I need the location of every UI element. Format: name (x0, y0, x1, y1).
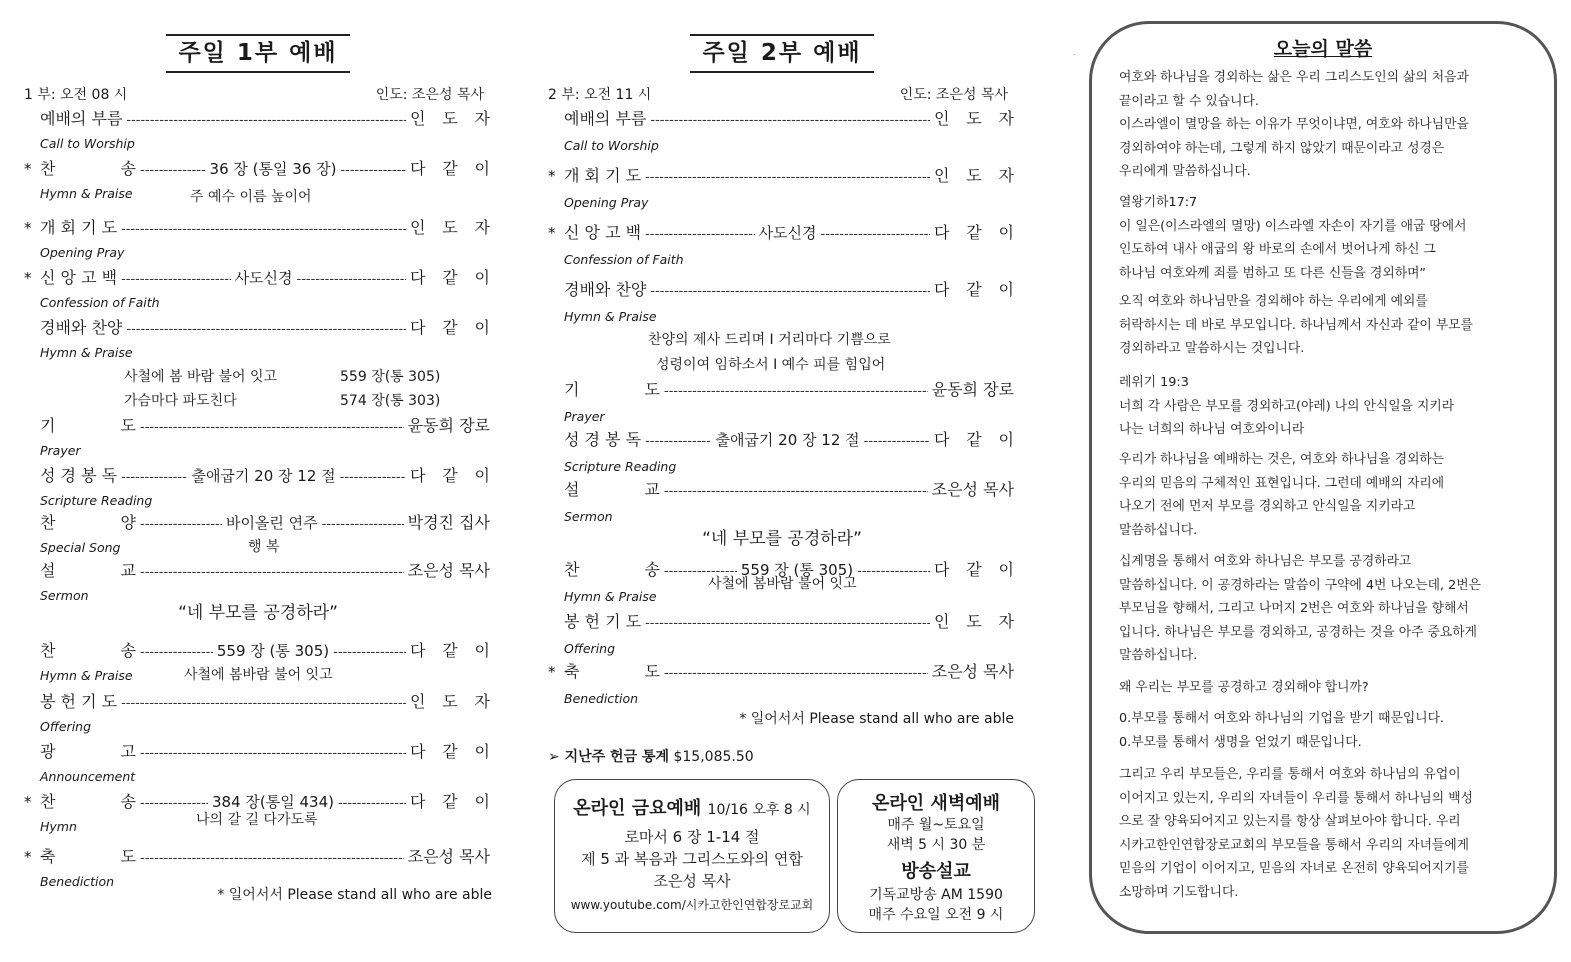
order-leader (934, 611, 1014, 633)
order-label: 광 고 (40, 742, 136, 761)
leader-char: 도 (442, 218, 458, 237)
leader-dots (126, 110, 406, 132)
service2-sermon-title: “네 부모를 공경하라” (702, 529, 862, 549)
order-row (548, 222, 1014, 246)
order-leader (410, 217, 490, 239)
word-line: 왜 우리는 부모를 공경하고 경외해야 합니까? (1119, 680, 1369, 695)
order-label: 예배의 부름 (40, 109, 123, 128)
order-row (24, 415, 490, 439)
stand-marker: * (548, 167, 556, 185)
leader-char: 다 (410, 466, 426, 485)
order-label: 찬 송 (564, 560, 660, 579)
service1-leader: 인도: 조은성 목사 (375, 87, 484, 103)
leader-char: 이 (474, 742, 490, 761)
order-row (24, 317, 490, 341)
online-dawn-title: 온라인 새벽예배 (872, 793, 1000, 814)
leader-char: 이 (998, 223, 1014, 242)
todays-word-title: 오늘의 말씀 (1273, 38, 1373, 60)
order-leader: 윤동희 장로 (407, 416, 490, 435)
order-row (24, 560, 490, 584)
word-line: 경외하여야 하는데, 그렇게 하지 않았기 때문이라고 성경은 (1119, 140, 1445, 156)
service1-header (24, 84, 492, 104)
leader-dots (650, 281, 930, 303)
leader-char: 같 (442, 641, 458, 660)
leader-char: 다 (410, 742, 426, 761)
order-english: Hymn & Praise (564, 309, 657, 324)
word-line: 허락하시는 데 바로 부모입니다. 하나님께서 자신과 같이 부모를 (1119, 317, 1473, 333)
leader-dots (340, 160, 406, 182)
order-label: 찬 송 (40, 792, 136, 811)
order-leader (410, 640, 490, 662)
order-english: Offering (40, 719, 92, 734)
order-english: Special Song (40, 540, 121, 555)
word-line: 부모님을 향해서, 그리고 나머지 2번은 여호와 하나님을 향해서 (1119, 601, 1469, 616)
order-label: 경배와 찬양 (40, 318, 123, 337)
leader-char: 같 (442, 742, 458, 761)
order-english: Hymn & Praise (40, 186, 133, 201)
leader-dots (121, 219, 406, 241)
word-paragraph (1119, 448, 1529, 542)
word-line: 경외하라고 말씀하시는 것입니다. (1119, 341, 1305, 356)
order-row (548, 379, 1014, 403)
order-label: 개 회 기 도 (564, 166, 642, 185)
order-label: 찬 양 (40, 513, 136, 532)
word-line: 너희 각 사람은 부모를 경외하고(야레) 나의 안식일을 지키라 (1119, 398, 1455, 414)
leader-dots (140, 642, 213, 664)
leader-char: 도 (966, 166, 982, 185)
service2-title: 주일 2부 예배 (690, 34, 873, 73)
leader-char: 같 (966, 280, 982, 299)
order-leader: 윤동희 장로 (931, 380, 1014, 399)
leader-char: 인 (410, 218, 426, 237)
leader-char: 도 (442, 109, 458, 128)
leader-char: 다 (934, 223, 950, 242)
stand-marker: * (548, 224, 556, 242)
broadcast-time: 매주 수요일 오전 9 시 (868, 907, 1004, 923)
leader-dots (340, 467, 406, 489)
order-row (24, 691, 490, 715)
leader-char: 도 (442, 692, 458, 711)
order-english: Sermon (564, 509, 613, 524)
order-leader: 조은성 목사 (931, 662, 1014, 681)
service1-time: 1 부: 오전 08 시 (24, 87, 128, 103)
leader-char: 자 (998, 166, 1014, 185)
order-label: 설 교 (564, 480, 660, 499)
word-line: 레위기 19:3 (1119, 375, 1189, 390)
word-line: 0.부모를 통해서 생명을 얻었기 때문입니다. (1119, 734, 1362, 750)
word-line: 나는 너희의 하나님 여호와이니라 (1119, 422, 1305, 437)
word-line: 우리의 믿음의 구체적인 표현입니다. 그런데 예배의 자리에 (1119, 475, 1445, 491)
order-leader (934, 279, 1014, 301)
leader-dots (821, 224, 930, 246)
word-line: 입니다. 하나님은 부모를 경외하고, 공경하는 것을 아주 중요하게 (1119, 624, 1478, 640)
leader-char: 자 (474, 218, 490, 237)
offering-amount: $15,085.50 (673, 749, 754, 765)
online-friday-passage: 로마서 6 장 1-14 절 (624, 828, 760, 846)
word-line: 말씀하십니다. 이 공경하라는 말씀이 구약에 4번 나오는데, 2번은 (1119, 577, 1481, 593)
order-label: 예배의 부름 (564, 109, 647, 128)
word-line: 말씀하십니다. (1119, 648, 1198, 663)
order-label: 기 도 (564, 380, 660, 399)
word-line: 우리에게 말씀하십니다. (1119, 164, 1251, 179)
leader-char: 다 (410, 318, 426, 337)
order-english: Hymn & Praise (40, 345, 133, 360)
word-line: 이어지고 있는지, 우리의 자녀들이 우리를 통해서 하나님의 백성 (1119, 790, 1473, 806)
leader-char: 이 (998, 280, 1014, 299)
order-english: Offering (564, 641, 616, 656)
leader-char: 인 (934, 166, 950, 185)
leader-char: 도 (966, 109, 982, 128)
order-detail: 384 장(통일 434) (212, 793, 334, 811)
leader-char: 다 (409, 159, 426, 178)
stand-marker: * (548, 663, 556, 681)
leader-dots (664, 481, 928, 503)
order-label: 설 교 (40, 561, 136, 580)
order-english: Confession of Faith (564, 252, 684, 267)
offering-stats (548, 746, 754, 766)
leader-dots (121, 467, 187, 489)
order-label: 봉 헌 기 도 (564, 612, 642, 631)
order-row (548, 429, 1014, 453)
leader-dots (333, 642, 406, 664)
leader-dots (140, 160, 206, 182)
order-english: Benediction (40, 874, 115, 889)
order-english: Prayer (564, 409, 605, 424)
leader-char: 이 (474, 641, 490, 660)
order-leader (934, 108, 1014, 130)
order-label: 성 경 봉 독 (564, 430, 642, 449)
order-leader (410, 691, 490, 713)
service1-title: 주일 1부 예배 (166, 34, 349, 73)
order-english: Opening Pray (40, 245, 125, 260)
online-dawn-days: 매주 월~토요일 (887, 817, 985, 833)
order-label: 봉 헌 기 도 (40, 692, 118, 711)
order-row (24, 217, 490, 241)
online-dawn-time: 새벽 5 시 30 분 (886, 837, 986, 853)
leader-char: 같 (442, 268, 458, 287)
order-row (548, 108, 1014, 132)
order-row (548, 279, 1014, 303)
order-subtitle: 나의 갈 길 다가도록 (196, 812, 318, 828)
leader-char: 자 (998, 109, 1014, 128)
order-leader (934, 429, 1014, 451)
order-detail: 559 장 (통 305) (740, 561, 854, 579)
order-label: 기 도 (40, 416, 136, 435)
order-leader (410, 108, 490, 130)
online-friday-date: 10/16 오후 8 시 (707, 802, 811, 818)
word-line: 끝이라고 할 수 있습니다. (1119, 93, 1259, 109)
order-subtitle: 사철에 봄바람 불어 잇고 (708, 576, 857, 592)
leader-char: 자 (474, 692, 490, 711)
leader-char: 같 (966, 223, 982, 242)
leader-dots (664, 663, 928, 685)
order-detail: 출애굽기 20 장 12 절 (715, 431, 860, 449)
leader-dots (650, 110, 930, 132)
order-row (24, 640, 490, 664)
leader-dots (857, 561, 930, 583)
leader-dots (864, 431, 930, 453)
word-paragraph (1119, 290, 1529, 361)
leader-char: 같 (442, 318, 458, 337)
service2-header (548, 84, 1016, 104)
stand-marker: * (24, 269, 32, 287)
leader-dots (645, 167, 930, 189)
order-row (24, 741, 490, 765)
leader-dots (121, 269, 230, 291)
leader-char: 인 (934, 612, 950, 631)
service2-leader: 인도: 조은성 목사 (899, 87, 1008, 103)
leader-char: 도 (966, 612, 982, 631)
order-subtitle: 행 복 (248, 539, 280, 555)
word-paragraph (1119, 191, 1529, 285)
order-english: Benediction (564, 691, 639, 706)
order-english: Call to Worship (40, 136, 135, 151)
order-english: Confession of Faith (40, 295, 160, 310)
word-line: 시카고한인연합장로교회의 부모들을 통해서 우리의 자녀들에게 (1119, 837, 1470, 853)
order-detail: 사도신경 (758, 224, 817, 242)
order-row (24, 465, 490, 489)
order-english: Prayer (40, 443, 81, 458)
leader-char: 이 (474, 466, 490, 485)
order-row (24, 846, 490, 870)
leader-dots (140, 562, 404, 584)
order-detail: 출애굽기 20 장 12 절 (191, 467, 336, 485)
order-leader: 조은성 목사 (407, 847, 490, 866)
service2-stand-note: * 일어서서 Please stand all who are able (739, 711, 1014, 727)
word-line: 하나님 여호와께 죄를 범하고 또 다른 신들을 경외하며” (1119, 265, 1427, 281)
leader-char: 다 (410, 268, 426, 287)
word-line: 0.부모를 통해서 여호와 하나님의 기업을 받기 때문입니다. (1119, 711, 1445, 726)
order-label: 축 도 (40, 847, 136, 866)
order-english: Scripture Reading (40, 493, 153, 508)
leader-dots (322, 514, 404, 536)
online-friday-url[interactable]: www.youtube.com/시카고한인연합장로교회 (570, 898, 814, 912)
word-paragraph (1119, 763, 1529, 904)
order-english: Opening Pray (564, 195, 649, 210)
word-line: 믿음의 기업이 이어지고, 믿음의 자녀로 온전히 양육되어지기를 (1119, 861, 1469, 876)
leader-char: 자 (474, 109, 490, 128)
leader-char: 같 (442, 466, 458, 485)
praise-song-2-ref: 574 장(통 303) (340, 393, 441, 409)
word-paragraph (1119, 550, 1529, 668)
todays-word-panel (1089, 21, 1557, 934)
leader-char: 다 (934, 560, 950, 579)
order-detail: 바이올린 연주 (225, 514, 318, 532)
leader-char: 같 (966, 560, 982, 579)
order-english: Hymn (40, 819, 77, 834)
word-line: 인도하여 내사 애굽의 왕 바로의 손에서 벗어나게 하신 그 (1119, 242, 1436, 257)
praise-song-1: 사철에 봄 바람 불어 잇고 (124, 369, 278, 385)
stand-marker: * (24, 160, 32, 178)
order-detail: 559 장 (통 305) (216, 642, 330, 660)
order-label: 찬 송 (40, 641, 136, 660)
order-label: 경배와 찬양 (564, 280, 647, 299)
leader-dots (297, 269, 406, 291)
leader-dots (126, 319, 406, 341)
stand-marker: * (24, 793, 32, 811)
online-friday-topic: 제 5 과 복음과 그리스도와의 연합 (581, 850, 803, 868)
order-english: Scripture Reading (564, 459, 677, 474)
order-subtitle: 사철에 봄바람 불어 잇고 (184, 667, 333, 683)
order-leader (934, 222, 1014, 244)
decor-mark: . (1073, 48, 1076, 57)
leader-char: 이 (998, 430, 1014, 449)
order-leader: 조은성 목사 (931, 480, 1014, 499)
leader-char: 다 (934, 280, 950, 299)
order-detail: 사도신경 (234, 269, 293, 287)
leader-char: 인 (934, 109, 950, 128)
praise-song-1-ref: 559 장(통 305) (340, 369, 441, 385)
stand-marker: * (24, 219, 32, 237)
order-row (548, 479, 1014, 503)
leader-char: 이 (474, 268, 490, 287)
word-line: 여호와 하나님을 경외하는 삶은 우리 그리스도인의 삶의 처음과 (1119, 70, 1469, 85)
leader-dots (140, 514, 222, 536)
word-line: 말씀하십니다. (1119, 522, 1198, 538)
leader-char: 다 (410, 641, 426, 660)
order-leader: 조은성 목사 (407, 561, 490, 580)
leader-dots (645, 613, 930, 635)
order-leader: 박경진 집사 (407, 513, 490, 532)
order-subtitle: 주 예수 이름 높이어 (190, 189, 312, 205)
word-line: 이 일은(이스라엘의 멸망) 이스라엘 자손이 자기를 애굽 땅에서 (1119, 218, 1467, 234)
leader-dots (140, 848, 404, 870)
order-leader (410, 741, 490, 763)
order-label: 찬 송 (40, 159, 136, 178)
order-english: Sermon (40, 588, 89, 603)
word-paragraph (1119, 66, 1529, 184)
order-english: Hymn & Praise (564, 589, 657, 604)
word-paragraph (1119, 371, 1529, 442)
leader-dots (121, 693, 406, 715)
order-leader (934, 559, 1014, 581)
stand-marker: * (24, 848, 32, 866)
order-label: 신 앙 고 백 (40, 268, 118, 287)
order-row (548, 661, 1014, 685)
word-line: 십계명을 통해서 여호와 하나님은 부모를 공경하라고 (1119, 554, 1412, 569)
online-friday-preacher: 조은성 목사 (653, 872, 731, 890)
word-line: 우리가 하나님을 예배하는 것은, 여호와 하나님을 경외하는 (1119, 452, 1445, 467)
leader-char: 같 (966, 430, 982, 449)
leader-char: 이 (474, 318, 490, 337)
order-leader (410, 267, 490, 289)
online-dawn-box (837, 779, 1035, 933)
leader-char: 이 (474, 792, 490, 811)
leader-dots (338, 793, 406, 815)
order-english: Call to Worship (564, 138, 659, 153)
word-line: 이스라엘이 멸망을 하는 이유가 무엇이냐면, 여호와 하나님만을 (1119, 117, 1469, 132)
leader-char: 자 (998, 612, 1014, 631)
order-leader (410, 317, 490, 339)
order-row (24, 158, 490, 182)
word-line: 으로 잘 양육되어지고 있는지를 항상 살펴보아야 합니다. 우리 (1119, 814, 1461, 829)
leader-char: 이 (474, 159, 490, 178)
online-friday-box (554, 779, 830, 933)
leader-dots (645, 224, 754, 246)
word-paragraph (1119, 676, 1529, 700)
online-friday-title: 온라인 금요예배 (573, 798, 702, 819)
praise-line-2: 성령이여 임하소서 I 예수 피를 힘입어 (656, 357, 886, 373)
service2-time: 2 부: 오전 11 시 (548, 87, 652, 103)
order-label: 신 앙 고 백 (564, 223, 642, 242)
order-label: 축 도 (564, 662, 660, 681)
order-row (548, 165, 1014, 189)
leader-char: 인 (410, 692, 426, 711)
order-english: Hymn & Praise (40, 668, 133, 683)
word-line: 나오기 전에 먼저 부모를 경외하고 안식일을 지키라고 (1119, 499, 1416, 514)
leader-char: 이 (998, 560, 1014, 579)
praise-line-1: 찬양의 제사 드리며 I 거리마다 기쁨으로 (648, 332, 891, 348)
leader-dots (140, 417, 404, 439)
leader-dots (140, 743, 406, 765)
offering-label: ➢ 지난주 헌금 통계 (548, 749, 670, 765)
order-row (548, 611, 1014, 635)
leader-char: 같 (442, 792, 458, 811)
praise-song-2: 가슴마다 파도친다 (124, 393, 237, 409)
leader-char: 다 (934, 430, 950, 449)
leader-char: 다 (409, 792, 426, 811)
service1-sermon-title: “네 부모를 공경하라” (178, 603, 338, 623)
order-label: 성 경 봉 독 (40, 466, 118, 485)
order-row (24, 108, 490, 132)
order-leader (934, 165, 1014, 187)
order-row (24, 512, 490, 536)
order-english: Announcement (40, 769, 136, 784)
broadcast-station: 기독교방송 AM 1590 (869, 887, 1003, 903)
order-label: 개 회 기 도 (40, 218, 118, 237)
word-line: 열왕기하17:7 (1119, 195, 1198, 210)
word-paragraph (1119, 707, 1529, 754)
leader-dots (664, 381, 928, 403)
leader-char: 같 (442, 159, 458, 178)
order-row (24, 267, 490, 291)
broadcast-title: 방송설교 (901, 861, 971, 882)
service1-stand-note: * 일어서서 Please stand all who are able (217, 887, 492, 903)
order-leader (410, 465, 490, 487)
order-leader (410, 158, 490, 180)
word-line: 그리고 우리 부모들은, 우리를 통해서 여호와 하나님의 유업이 (1119, 767, 1461, 782)
word-line: 소망하며 기도합니다. (1119, 884, 1239, 900)
leader-dots (645, 431, 711, 453)
leader-char: 인 (410, 109, 426, 128)
order-leader (410, 791, 490, 813)
order-detail: 36 장 (통일 36 장) (209, 160, 337, 178)
word-line: 오직 여호와 하나님만을 경외해야 하는 우리에게 예외를 (1119, 294, 1428, 309)
